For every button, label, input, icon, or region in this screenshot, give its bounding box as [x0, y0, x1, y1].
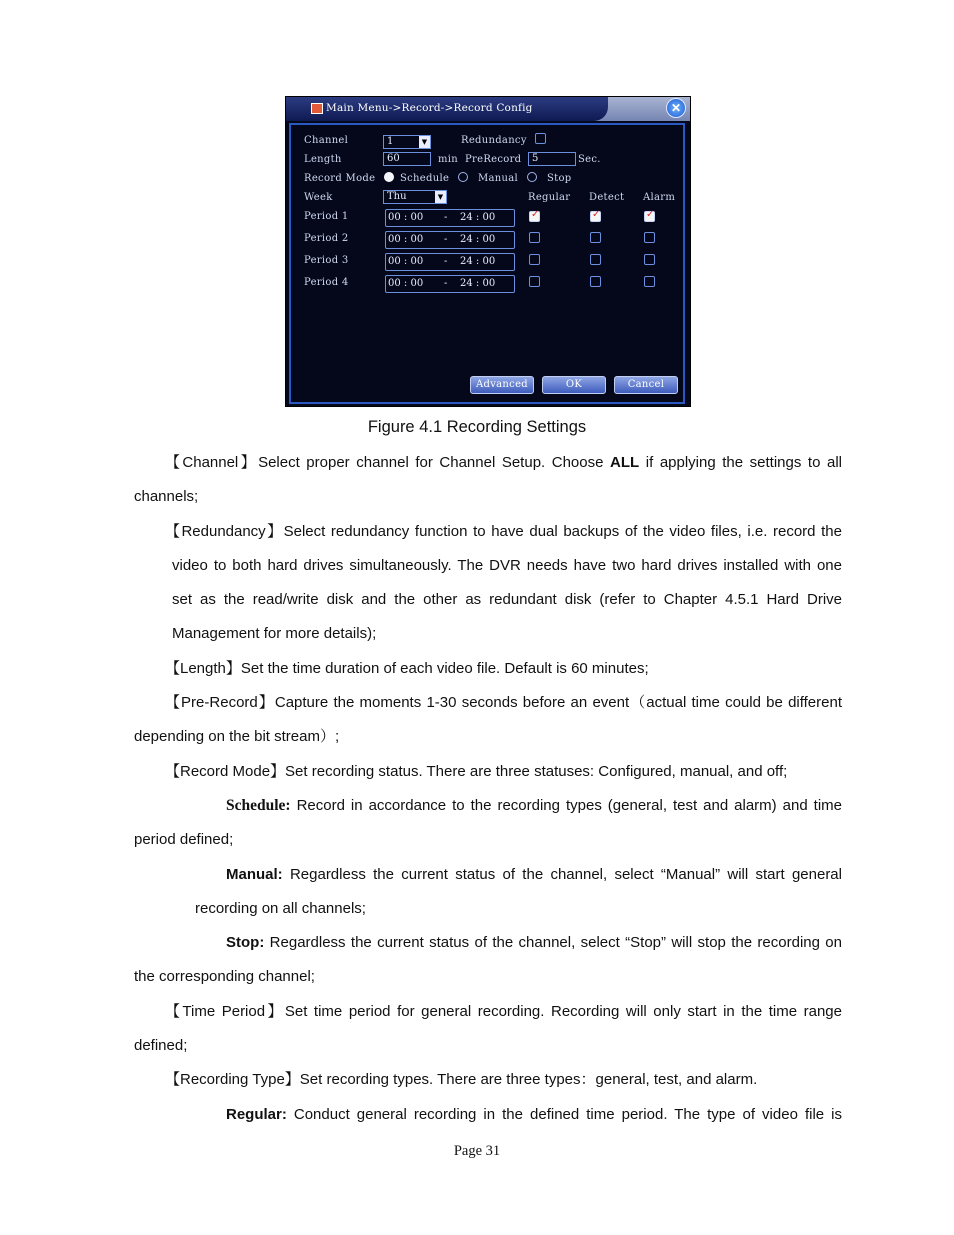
period-start: 00 : 00 — [388, 212, 424, 223]
redundancy-label: Redundancy — [461, 135, 527, 146]
text: Regardless the current status of the channel, select “Manual” will start general — [282, 866, 842, 883]
page-number: Page 31 — [453, 1143, 501, 1159]
redundancy-paragraph — [165, 522, 842, 542]
regular-checkbox[interactable] — [529, 276, 540, 287]
term: Manual: — [226, 866, 283, 883]
prerecord-line-2: depending on the bit stream）; — [134, 728, 340, 745]
regular-checkbox[interactable] — [529, 211, 540, 222]
record-mode-paragraph — [165, 762, 787, 782]
term: Schedule: — [226, 797, 291, 814]
sec-label: Sec. — [578, 154, 601, 165]
cancel-button[interactable]: Cancel — [614, 376, 678, 394]
detect-checkbox[interactable] — [590, 276, 601, 287]
term: 【Time Period】 — [165, 1003, 285, 1020]
week-value: Thu — [387, 191, 407, 202]
period-end: 24 : 00 — [460, 212, 496, 223]
figure-caption: Figure 4.1 Recording Settings — [367, 418, 587, 436]
time-period-line-2: defined; — [134, 1037, 188, 1054]
period-start: 00 : 00 — [388, 256, 424, 267]
alarm-checkbox[interactable] — [644, 254, 655, 265]
period-end: 24 : 00 — [460, 278, 496, 289]
manual-label: Manual — [478, 173, 519, 184]
regular-checkbox[interactable] — [529, 254, 540, 265]
text: Set recording types. There are three types：general, test, and alarm. — [299, 1071, 758, 1088]
stop-label: Stop — [547, 173, 572, 184]
stop-paragraph — [226, 933, 842, 953]
term: Regular: — [226, 1106, 287, 1123]
advanced-button[interactable]: Advanced — [470, 376, 534, 394]
schedule-label: Schedule — [400, 173, 450, 184]
regular-paragraph — [226, 1105, 842, 1125]
period-dash: - — [444, 278, 448, 289]
ok-button[interactable]: OK — [542, 376, 606, 394]
alarm-checkbox[interactable] — [644, 211, 655, 222]
prerecord-paragraph — [165, 693, 842, 713]
channel-value: 1 — [387, 136, 394, 147]
redundancy-line-4: Management for more details); — [172, 625, 377, 642]
text: Record in accordance to the recording types (general, test and alarm) and time — [290, 797, 842, 814]
term: 【Record Mode】 — [165, 763, 286, 780]
dialog-titlebar — [286, 97, 690, 121]
text: Select redundancy function to have dual backups of the video files, i.e. record the — [283, 523, 842, 540]
alarm-checkbox[interactable] — [644, 276, 655, 287]
length-input[interactable]: 60 — [383, 152, 431, 166]
period-dash: - — [444, 256, 448, 267]
alarm-header: Alarm — [643, 192, 676, 203]
redundancy-checkbox[interactable] — [535, 133, 546, 144]
regular-checkbox[interactable] — [529, 232, 540, 243]
redundancy-line-3: set as the read/write disk and the other as redundant disk (refer to Chapter 4.5.1 Hard Drive — [172, 591, 842, 608]
term: 【Channel】 — [165, 454, 259, 471]
length-paragraph — [165, 659, 649, 679]
text: if applying the settings to all — [639, 454, 842, 471]
recording-type-paragraph — [165, 1070, 757, 1090]
manual-paragraph — [226, 865, 842, 885]
stop-radio[interactable] — [527, 172, 537, 182]
text: Capture the moments 1-30 seconds before an event（actual time could be different — [274, 694, 842, 711]
alarm-checkbox[interactable] — [644, 232, 655, 243]
record-mode-label: Record Mode — [304, 173, 376, 184]
record-config-dialog — [285, 96, 691, 407]
period-time-input[interactable] — [385, 209, 515, 227]
text: Set recording status. There are three statuses: Configured, manual, and off; — [285, 763, 788, 780]
period-label: Period 2 — [304, 233, 349, 244]
period-dash: - — [444, 212, 448, 223]
text: Regardless the current status of the channel, select “Stop” will stop the recording on — [264, 934, 842, 951]
detect-checkbox[interactable] — [590, 211, 601, 222]
period-end: 24 : 00 — [460, 234, 496, 245]
period-start: 00 : 00 — [388, 278, 424, 289]
stop-line-2: the corresponding channel; — [134, 968, 315, 985]
period-label: Period 1 — [304, 211, 349, 222]
period-time-input[interactable] — [385, 231, 515, 249]
period-label: Period 4 — [304, 277, 349, 288]
detect-header: Detect — [589, 192, 625, 203]
period-dash: - — [444, 234, 448, 245]
channel-select[interactable] — [383, 135, 431, 149]
close-icon[interactable]: ✕ — [666, 98, 686, 118]
period-time-input[interactable] — [385, 253, 515, 271]
detect-checkbox[interactable] — [590, 232, 601, 243]
min-label: min — [438, 154, 459, 165]
text: Set the time duration of each video file. Default is 60 minutes; — [240, 660, 649, 677]
week-label: Week — [304, 192, 333, 203]
time-period-paragraph — [165, 1002, 842, 1022]
period-start: 00 : 00 — [388, 234, 424, 245]
term: 【Pre-Record】 — [165, 694, 275, 711]
term: 【Redundancy】 — [165, 523, 284, 540]
chevron-down-icon: ▼ — [419, 136, 430, 148]
detect-checkbox[interactable] — [590, 254, 601, 265]
channel-paragraph — [165, 453, 842, 473]
dialog-title: Main Menu->Record->Record Config — [326, 102, 533, 114]
length-label: Length — [304, 154, 342, 165]
channel-label: Channel — [304, 135, 349, 146]
term: 【Recording Type】 — [165, 1071, 300, 1088]
schedule-radio[interactable] — [384, 172, 394, 182]
text: Select proper channel for Channel Setup. Choose — [258, 454, 611, 471]
redundancy-line-2: video to both hard drives simultaneously. The DVR needs have two hard drives installed with one — [172, 557, 842, 574]
manual-line-2: recording on all channels; — [195, 900, 366, 917]
dialog-panel — [289, 123, 685, 404]
period-label: Period 3 — [304, 255, 349, 266]
menu-icon — [311, 103, 323, 114]
week-select[interactable] — [383, 190, 447, 204]
prerecord-label: PreRecord — [465, 154, 522, 165]
text: Conduct general recording in the defined time period. The type of video file is — [286, 1106, 842, 1123]
regular-header: Regular — [528, 192, 571, 203]
period-end: 24 : 00 — [460, 256, 496, 267]
term: 【Length】 — [165, 660, 241, 677]
term: Stop: — [226, 934, 265, 951]
schedule-paragraph — [226, 796, 842, 816]
text: Set time period for general recording. Recording will only start in the time range — [284, 1003, 842, 1020]
period-time-input[interactable] — [385, 275, 515, 293]
chevron-down-icon: ▼ — [435, 191, 446, 203]
bold-text: ALL — [610, 454, 640, 471]
schedule-line-2: period defined; — [134, 831, 234, 848]
manual-radio[interactable] — [458, 172, 468, 182]
prerecord-input[interactable]: 5 — [528, 152, 576, 166]
channel-paragraph-cont: channels; — [134, 488, 199, 505]
